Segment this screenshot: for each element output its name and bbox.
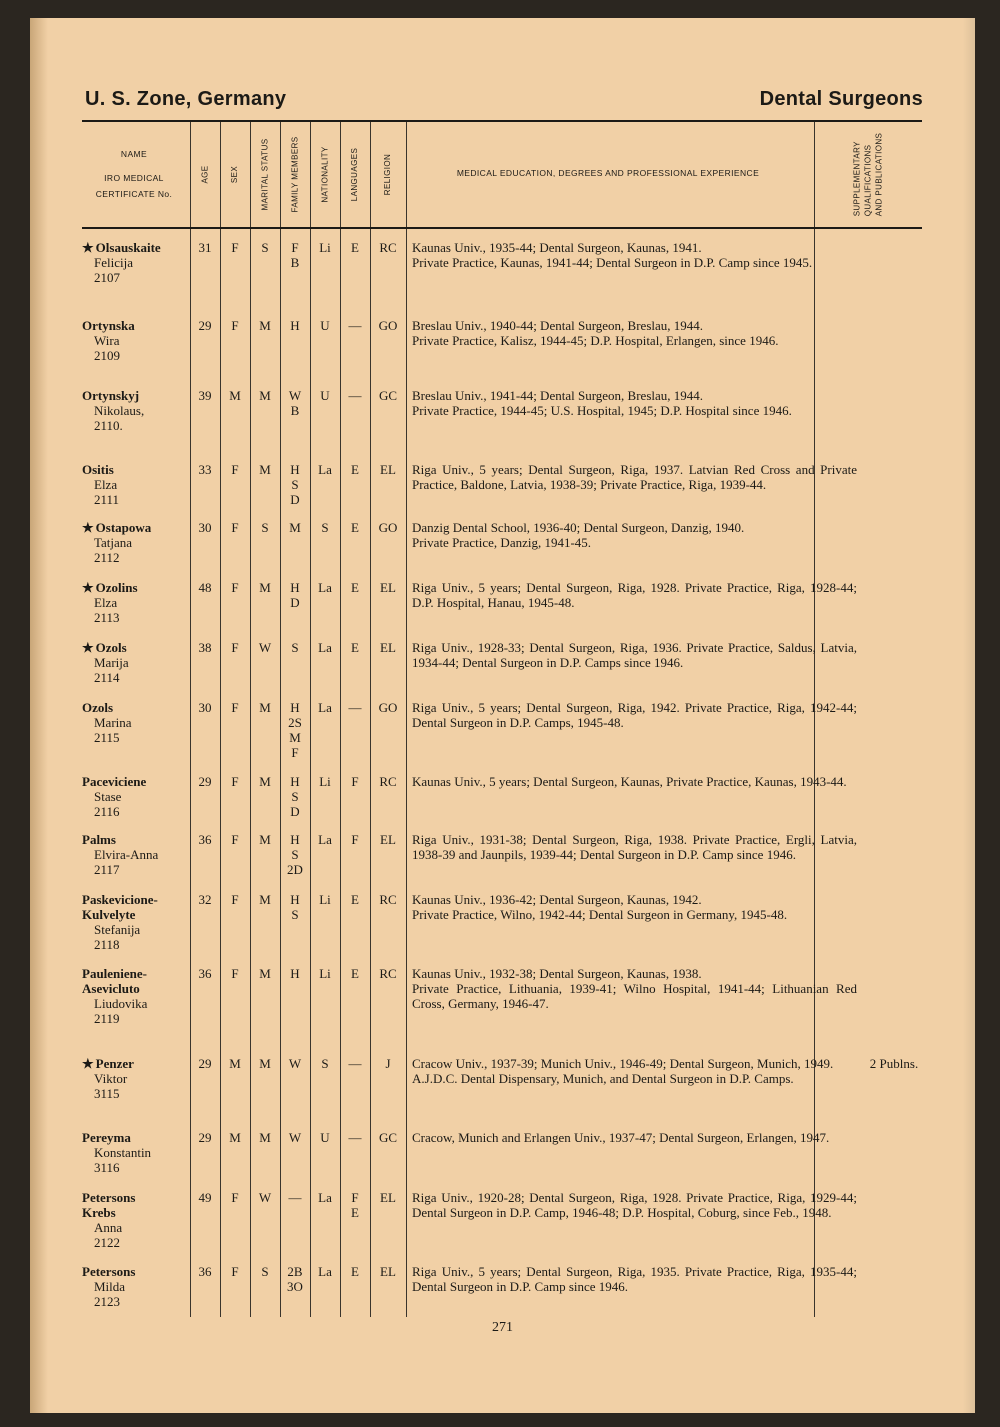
entry-name: [82, 966, 190, 1026]
entry-languages: E: [351, 966, 359, 981]
family-code: 2D: [287, 862, 303, 877]
entry-surname: Paceviciene: [82, 774, 147, 789]
entry-religion: RC: [379, 774, 397, 789]
entry-name: [82, 462, 190, 507]
family-code: F: [291, 745, 299, 760]
family-code: 2B: [287, 1264, 303, 1279]
entry-given-name: Stase: [94, 789, 122, 804]
entry-languages: —: [348, 700, 362, 715]
entry-nationality: Li: [319, 774, 331, 789]
entry-sex: F: [231, 774, 239, 789]
entry-given-name: Milda: [94, 1279, 126, 1294]
family-code: D: [290, 595, 300, 610]
entry-sex: M: [229, 1130, 241, 1145]
entry-certificate: 2117: [94, 862, 120, 877]
entry-religion: EL: [380, 580, 396, 595]
entry-surname: Pauleniene-: [82, 966, 147, 981]
entry-name: [82, 318, 190, 363]
page-number: 271: [492, 1320, 513, 1335]
entry-education: [412, 520, 857, 550]
entry-education: [412, 832, 857, 862]
entry-religion: GO: [378, 318, 398, 333]
entry-family-members: [280, 892, 310, 922]
education-line: Private Practice, Wilno, 1942-44; Dental Surgeon in Germany, 1945-48.: [412, 907, 788, 922]
entry-given-name: Anna: [94, 1220, 123, 1235]
entry-marital-status: S: [261, 240, 269, 255]
entry-sex: F: [231, 1190, 239, 1205]
entry-family-members: [280, 1264, 310, 1294]
family-code: F: [291, 240, 299, 255]
entry-family-members: [280, 966, 310, 981]
entry-age: 30: [198, 520, 212, 535]
family-code: W: [288, 1130, 302, 1145]
entry-languages: F: [351, 832, 359, 847]
column-header-education: MEDICAL EDUCATION, DEGREES AND PROFESSIONAL EXPERIENCE: [456, 168, 760, 178]
entry-religion: RC: [379, 892, 397, 907]
entry-sex: F: [231, 462, 239, 477]
family-code: B: [290, 403, 300, 418]
entry-name: [82, 580, 190, 625]
entry-surname: Palms: [82, 832, 116, 847]
entry-languages: F: [351, 774, 359, 789]
entry-languages: E: [351, 580, 359, 595]
family-code: H: [290, 700, 300, 715]
entry-education: [412, 240, 857, 270]
entry-religion: GC: [378, 1130, 398, 1145]
entry-certificate: 2109: [94, 348, 120, 363]
header-zone: U. S. Zone, Germany: [85, 88, 287, 110]
entry-surname: ★ Ostapowa: [82, 520, 190, 535]
entry-languages: —: [348, 318, 362, 333]
entry-education: [412, 892, 857, 922]
entry-languages: E: [351, 640, 359, 655]
entry-surname: Asevicluto: [82, 981, 140, 996]
family-code: S: [291, 789, 299, 804]
entry-nationality: La: [318, 640, 332, 655]
entry-certificate: 2110.: [94, 418, 123, 433]
entry-surname: Ortynskyj: [82, 388, 140, 403]
entry-education: [412, 774, 857, 789]
entry-marital-status: M: [259, 388, 271, 403]
entry-nationality: La: [318, 580, 332, 595]
entry-nationality: La: [318, 832, 332, 847]
entry-sex: F: [231, 520, 239, 535]
entry-marital-status: M: [259, 832, 271, 847]
education-line: Riga Univ., 1920-28; Dental Surgeon, Riga, 1928. Private Practice, Riga, 1929-44; Dental Surgeon in D.P. Camp, 1946-48; D.P. Hospital, Coburg, since Feb., 1948.: [412, 1190, 857, 1220]
document-page: [30, 18, 975, 1413]
entry-education: [412, 1130, 857, 1145]
divider: [406, 122, 407, 1317]
entry-marital-status: M: [259, 1056, 271, 1071]
entry-languages: —: [348, 388, 362, 403]
entry-nationality: U: [320, 388, 330, 403]
entry-name: [82, 640, 190, 685]
entry-family-members: [280, 462, 310, 507]
education-line: A.J.D.C. Dental Dispensary, Munich, and Dental Surgeon in D.P. Camps.: [412, 1071, 794, 1086]
entry-education: [412, 1056, 857, 1086]
entry-religion: GC: [378, 388, 398, 403]
entry-surname: ★ Penzer: [82, 1056, 190, 1071]
family-code: H: [290, 832, 300, 847]
entry-languages: F E: [351, 1190, 359, 1220]
entry-nationality: U: [320, 318, 330, 333]
family-code: H: [290, 580, 300, 595]
entry-family-members: [280, 774, 310, 819]
entry-marital-status: S: [261, 520, 269, 535]
entry-given-name: Elza: [94, 595, 118, 610]
entry-sex: F: [231, 700, 239, 715]
entry-name: [82, 774, 190, 819]
entry-given-name: Liudovika: [94, 996, 148, 1011]
education-line: Cracow Univ., 1937-39; Munich Univ., 1946-49; Dental Surgeon, Munich, 1949.: [412, 1056, 834, 1071]
entry-nationality: S: [321, 520, 329, 535]
education-line: Private Practice, Kaunas, 1941-44; Dental Surgeon in D.P. Camp since 1945.: [412, 255, 813, 270]
family-code: W: [288, 388, 302, 403]
entry-given-name: Tatjana: [94, 535, 133, 550]
entry-sex: F: [231, 640, 239, 655]
entry-surname: ★ Ozols: [82, 640, 190, 655]
entry-certificate: 2119: [94, 1011, 120, 1026]
entry-languages: E: [351, 240, 359, 255]
family-code: D: [290, 804, 300, 819]
family-code: S: [291, 640, 299, 655]
entry-languages: —: [348, 1056, 362, 1071]
family-code: M: [289, 520, 301, 535]
education-line: Breslau Univ., 1941-44; Dental Surgeon, Breslau, 1944.: [412, 388, 704, 403]
education-line: Danzig Dental School, 1936-40; Dental Surgeon, Danzig, 1940.: [412, 520, 745, 535]
entry-education: [412, 1190, 857, 1220]
entry-certificate: 2112: [94, 550, 120, 565]
column-header-family: FAMILY MEMBERS: [290, 136, 300, 212]
entry-surname: Krebs: [82, 1205, 116, 1220]
entry-age: 32: [198, 892, 212, 907]
entry-name: [82, 1190, 190, 1250]
entry-religion: EL: [380, 1190, 396, 1205]
entry-certificate: 2111: [94, 492, 120, 507]
entry-marital-status: M: [259, 892, 271, 907]
entry-certificate: 3116: [94, 1160, 120, 1175]
family-code: H: [290, 318, 300, 333]
entry-sex: M: [229, 1056, 241, 1071]
entry-given-name: Marija: [94, 655, 129, 670]
family-code: H: [290, 892, 300, 907]
entry-religion: EL: [380, 1264, 396, 1279]
entry-name: [82, 520, 190, 565]
entry-family-members: [280, 388, 310, 418]
entry-sex: F: [231, 580, 239, 595]
education-line: Cracow, Munich and Erlangen Univ., 1937-47; Dental Surgeon, Erlangen, 1947.: [412, 1130, 830, 1145]
entry-education: [412, 462, 857, 492]
entry-languages: —: [348, 1130, 362, 1145]
entry-certificate: 2114: [94, 670, 120, 685]
entry-education: [412, 966, 857, 1011]
entry-marital-status: M: [259, 580, 271, 595]
entry-religion: EL: [380, 832, 396, 847]
entry-given-name: Viktor: [94, 1071, 128, 1086]
entry-marital-status: M: [259, 700, 271, 715]
family-code: S: [291, 907, 299, 922]
entry-certificate: 2123: [94, 1294, 120, 1309]
entry-name: [82, 1264, 190, 1309]
entry-religion: J: [385, 1056, 391, 1071]
entry-age: 36: [198, 832, 212, 847]
column-header-religion: RELIGION: [383, 153, 393, 195]
entry-marital-status: M: [259, 318, 271, 333]
entry-sex: F: [231, 1264, 239, 1279]
entry-given-name: Wira: [94, 333, 120, 348]
entry-name: [82, 1130, 190, 1175]
header-rule: [82, 227, 922, 229]
entry-surname: Petersons: [82, 1190, 136, 1205]
entry-age: 29: [198, 1056, 212, 1071]
education-line: Riga Univ., 5 years; Dental Surgeon, Riga, 1942. Private Practice, Riga, 1942-44; Dental Surgeon in D.P. Camps, 1945-48.: [412, 700, 857, 730]
education-line: Private Practice, Danzig, 1941-45.: [412, 535, 592, 550]
family-code: W: [288, 1056, 302, 1071]
entry-languages: E: [351, 520, 359, 535]
column-header-sex: SEX: [230, 165, 240, 183]
entry-surname: Paskevicione-: [82, 892, 158, 907]
entry-nationality: La: [318, 462, 332, 477]
entry-given-name: Stefanija: [94, 922, 141, 937]
entry-name: [82, 892, 190, 952]
entry-family-members: [280, 832, 310, 877]
entry-given-name: Elvira-Anna: [94, 847, 159, 862]
entry-sex: F: [231, 832, 239, 847]
entry-religion: RC: [379, 966, 397, 981]
entry-age: 29: [198, 1130, 212, 1145]
entry-marital-status: W: [258, 640, 272, 655]
entry-given-name: Nikolaus,: [94, 403, 145, 418]
entry-age: 29: [198, 318, 212, 333]
entry-sex: F: [231, 318, 239, 333]
entry-education: [412, 700, 857, 730]
column-header-nationality: NATIONALITY: [320, 145, 330, 203]
entry-languages: E: [351, 892, 359, 907]
family-code: D: [290, 492, 300, 507]
entry-family-members: [280, 318, 310, 333]
education-line: Riga Univ., 5 years; Dental Surgeon, Riga, 1935. Private Practice, Riga, 1935-44; Dental Surgeon in D.P. Camp since 1946.: [412, 1264, 857, 1294]
entry-nationality: U: [320, 1130, 330, 1145]
entry-nationality: Li: [319, 892, 331, 907]
entry-religion: EL: [380, 462, 396, 477]
entry-nationality: La: [318, 700, 332, 715]
column-header-age: AGE: [200, 164, 210, 184]
entry-certificate: 2116: [94, 804, 120, 819]
entry-education: [412, 318, 857, 348]
entry-surname: Ositis: [82, 462, 114, 477]
entry-nationality: La: [318, 1190, 332, 1205]
entry-certificate: 2113: [94, 610, 120, 625]
entry-nationality: S: [321, 1056, 329, 1071]
family-code: H: [290, 966, 300, 981]
education-line: Riga Univ., 1931-38; Dental Surgeon, Riga, 1938. Private Practice, Ergli, Latvia, 1938-39 and Jaunpils, 1939-44; Dental Surgeon in D.P. Camp since 1946.: [412, 832, 857, 862]
column-header-marital: MARITAL STATUS: [260, 138, 270, 210]
entry-nationality: Li: [319, 240, 331, 255]
entry-religion: GO: [378, 520, 398, 535]
education-line: Kaunas Univ., 1935-44; Dental Surgeon, Kaunas, 1941.: [412, 240, 702, 255]
entry-surname: ★ Olsauskaite: [82, 240, 190, 255]
entry-name: [82, 388, 190, 433]
family-code: S: [291, 847, 299, 862]
family-code: B: [290, 255, 300, 270]
family-code: H: [290, 462, 300, 477]
entry-marital-status: M: [259, 1130, 271, 1145]
entry-age: 36: [198, 966, 212, 981]
column-header-supplementary: SUPPLEMENTARY QUALIFICATIONS AND PUBLICATIONS: [852, 132, 884, 216]
entry-sex: F: [231, 966, 239, 981]
entry-family-members: [280, 580, 310, 610]
entry-given-name: Elza: [94, 477, 118, 492]
entry-name: [82, 700, 190, 745]
entry-family-members: [280, 640, 310, 655]
entry-sex: M: [229, 388, 241, 403]
entry-marital-status: S: [261, 1264, 269, 1279]
entry-nationality: Li: [319, 966, 331, 981]
entry-name: [82, 240, 190, 285]
entry-certificate: 2118: [94, 937, 120, 952]
family-code: 3O: [287, 1279, 303, 1294]
entry-age: 48: [198, 580, 212, 595]
education-line: Kaunas Univ., 1936-42; Dental Surgeon, Kaunas, 1942.: [412, 892, 702, 907]
entry-name: [82, 832, 190, 877]
entry-family-members: [280, 520, 310, 535]
education-line: Private Practice, 1944-45; U.S. Hospital, 1945; D.P. Hospital since 1946.: [412, 403, 792, 418]
column-header-languages: LANGUAGES: [350, 147, 360, 201]
family-code: 2S: [288, 715, 302, 730]
entry-education: [412, 388, 857, 418]
entry-religion: EL: [380, 640, 396, 655]
entry-family-members: [280, 1056, 310, 1071]
education-line: Private Practice, Lithuania, 1939-41; Wilno Hospital, 1941-44; Lithuanian Red Cross, Germany, 1946-47.: [412, 981, 857, 1011]
family-code: S: [291, 477, 299, 492]
entry-name: [82, 1056, 190, 1101]
entry-family-members: [280, 240, 310, 270]
entry-education: [412, 640, 857, 670]
entry-surname: Petersons: [82, 1264, 136, 1279]
entry-religion: GO: [378, 700, 398, 715]
education-line: Kaunas Univ., 1932-38; Dental Surgeon, Kaunas, 1938.: [412, 966, 702, 981]
education-line: Riga Univ., 5 years; Dental Surgeon, Riga, 1937. Latvian Red Cross and Private Practice, Baldone, Latvia, 1938-39; Private Practice, Riga, 1939-44.: [412, 462, 857, 492]
entry-age: 39: [198, 388, 212, 403]
entry-given-name: Marina: [94, 715, 132, 730]
entry-age: 49: [198, 1190, 212, 1205]
entry-certificate: 2115: [94, 730, 120, 745]
entry-family-members: [280, 1130, 310, 1145]
entry-certificate: 2107: [94, 270, 120, 285]
entry-certificate: 3115: [94, 1086, 120, 1101]
education-line: Riga Univ., 5 years; Dental Surgeon, Riga, 1928. Private Practice, Riga, 1928-44; D.P. Hospital, Hanau, 1945-48.: [412, 580, 857, 610]
family-code: M: [289, 730, 301, 745]
entry-surname: Kulvelyte: [82, 907, 136, 922]
entry-age: 33: [198, 462, 212, 477]
education-line: Riga Univ., 1928-33; Dental Surgeon, Riga, 1936. Private Practice, Saldus, Latvia, 1934-44; Dental Surgeon in D.P. Camps since 1946.: [412, 640, 857, 670]
entry-marital-status: M: [259, 966, 271, 981]
entry-family-members: [280, 700, 310, 760]
education-line: Kaunas Univ., 5 years; Dental Surgeon, Kaunas, Private Practice, Kaunas, 1943-44.: [412, 774, 847, 789]
entry-family-members: [280, 1190, 310, 1205]
education-line: Breslau Univ., 1940-44; Dental Surgeon, Breslau, 1944.: [412, 318, 704, 333]
entry-supplementary: 2 Publns.: [869, 1056, 919, 1071]
entry-nationality: La: [318, 1264, 332, 1279]
entry-age: 31: [198, 240, 212, 255]
entry-marital-status: M: [259, 462, 271, 477]
family-code: H: [290, 774, 300, 789]
entry-age: 36: [198, 1264, 212, 1279]
entry-given-name: Felicija: [94, 255, 133, 270]
entry-education: [412, 1264, 857, 1294]
entry-age: 38: [198, 640, 212, 655]
entry-certificate: 2122: [94, 1235, 120, 1250]
education-line: Private Practice, Kalisz, 1944-45; D.P. Hospital, Erlangen, since 1946.: [412, 333, 779, 348]
column-header-name: NAME IRO MEDICAL CERTIFICATE No.: [95, 149, 173, 199]
entry-marital-status: W: [258, 1190, 272, 1205]
entry-given-name: Konstantin: [94, 1145, 152, 1160]
header-section: Dental Surgeons: [759, 88, 923, 110]
entry-age: 30: [198, 700, 212, 715]
entry-age: 29: [198, 774, 212, 789]
entry-surname: ★ Ozolins: [82, 580, 190, 595]
entry-languages: E: [351, 462, 359, 477]
entry-marital-status: M: [259, 774, 271, 789]
entry-sex: F: [231, 240, 239, 255]
entry-surname: Ozols: [82, 700, 114, 715]
entry-surname: Ortynska: [82, 318, 135, 333]
entry-religion: RC: [379, 240, 397, 255]
entry-education: [412, 580, 857, 610]
entry-languages: E: [351, 1264, 359, 1279]
entry-sex: F: [231, 892, 239, 907]
entry-surname: Pereyma: [82, 1130, 131, 1145]
family-code: —: [288, 1190, 302, 1205]
